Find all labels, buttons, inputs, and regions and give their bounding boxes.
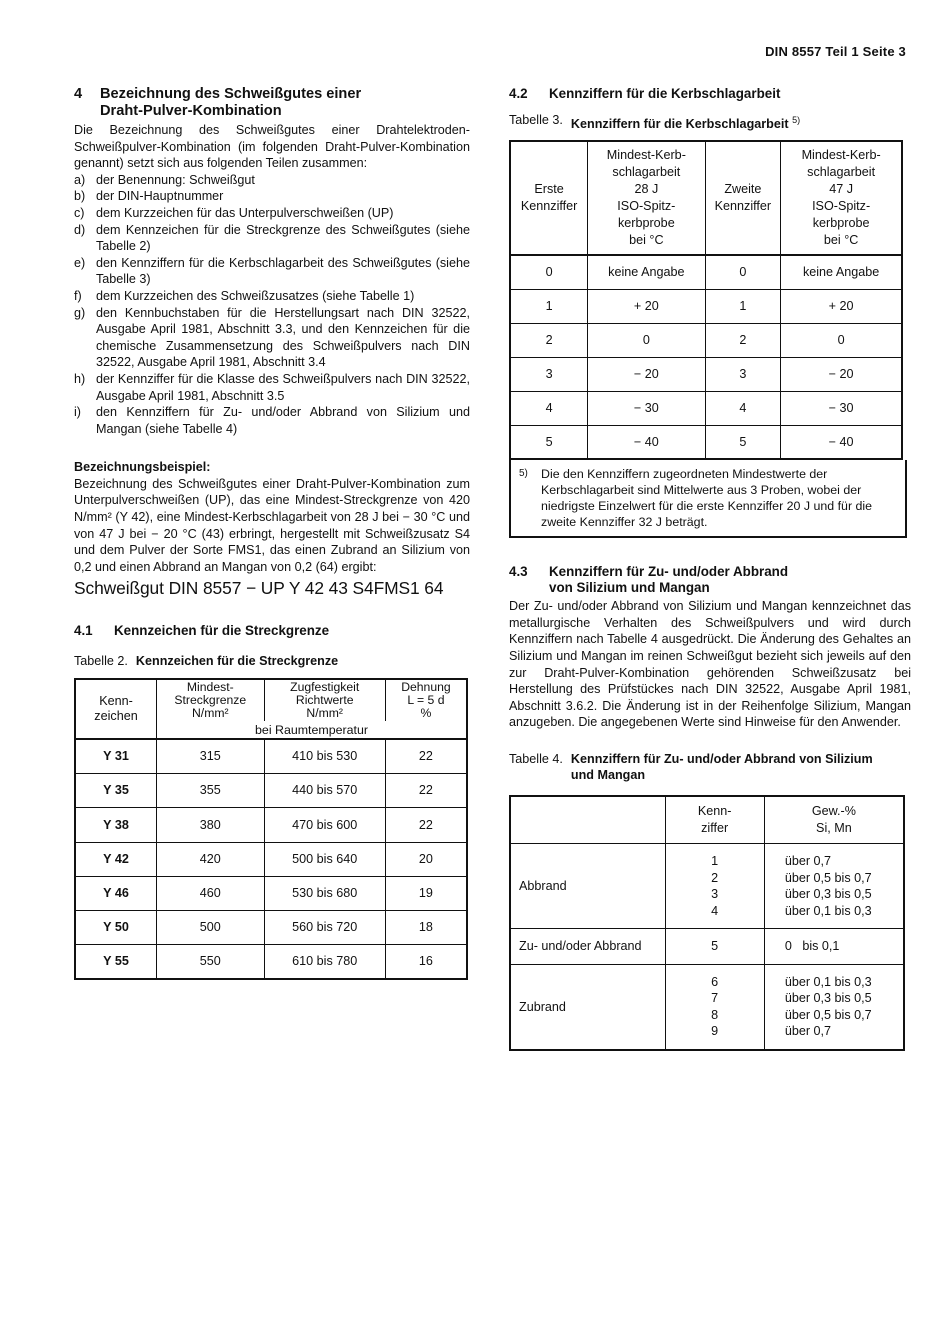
section-4-2-heading: [509, 86, 911, 102]
table-4-caption: [509, 751, 911, 783]
header-mindest-kerbschlagarbeit-28: Mindest-Kerb- schlagarbeit 28 J ISO-Spitz- kerbprobe bei °C: [588, 141, 705, 255]
section-number: 4.3: [509, 564, 528, 580]
value-cell: [764, 929, 904, 965]
section-title-line1: Bezeichnung des Schweißgutes einer: [100, 86, 362, 102]
list-item: [74, 255, 470, 288]
table-cell: Y 46: [75, 876, 157, 910]
table-cell: − 40: [588, 425, 705, 459]
table-row: [75, 910, 467, 944]
table-row: [510, 323, 902, 357]
header-kennzeichen: Kenn- zeichen: [75, 679, 157, 739]
table-cell: 440 bis 570: [264, 774, 385, 808]
header-mindest-streckgrenze: Mindest- Streckgrenze N/mm²: [157, 679, 265, 721]
table-cell: − 30: [781, 391, 902, 425]
section-title-line2: von Silizium und Mangan: [549, 580, 710, 596]
table-cell: 22: [385, 808, 467, 842]
list-text: der Kennziffer für die Klasse des Schweißpulvers nach DIN 32522, Ausgabe April 1981, Abschnitt 3.5: [96, 371, 470, 403]
table-2-caption: [74, 653, 470, 669]
table-cell: Y 35: [75, 774, 157, 808]
value-cell: [764, 964, 904, 1050]
table-3-footnote: [509, 460, 907, 538]
left-column: [74, 86, 470, 980]
section-4-intro: Die Bezeichnung des Schweißgutes einer Drahtelektroden-Schweißpulver-Kombination (im folgenden Draht-Pulver-Kombination genannt) setzt sich aus folgenden Teilen zusammen:: [74, 123, 470, 171]
table-row: [75, 774, 467, 808]
table-3-caption: [509, 112, 911, 132]
header-mindest-kerbschlagarbeit-47: Mindest-Kerb- schlagarbeit 47 J ISO-Spitz- kerbprobe bei °C: [781, 141, 902, 255]
table-title: Kennzeichen für die Streckgrenze: [135, 654, 339, 669]
section-number: 4: [74, 86, 83, 102]
list-marker: c): [74, 205, 85, 220]
table-cell: 460: [157, 876, 265, 910]
section-4-3-heading: [509, 564, 911, 596]
range-value: 0 bis 0,1: [784, 939, 840, 954]
table-cell: 560 bis 720: [264, 910, 385, 944]
header-gew-prozent: Gew.-% Si, Mn: [764, 796, 904, 844]
table-2: [74, 678, 468, 979]
table-label: Tabelle 2.: [74, 654, 128, 669]
table-cell: Y 55: [75, 945, 157, 979]
list-marker: i): [74, 405, 81, 420]
list-text: dem Kurzzeichen für das Unterpulverschweißen (UP): [96, 205, 394, 220]
example-heading: Bezeichnungsbeispiel:: [74, 460, 211, 475]
header-raumtemperatur: bei Raumtemperatur: [157, 721, 467, 739]
list-text: der DIN-Hauptnummer: [96, 189, 224, 204]
table-label: Tabelle 3.: [509, 113, 563, 127]
code-value: 6: [711, 974, 719, 989]
list-marker: a): [74, 172, 86, 187]
table-cell: 550: [157, 945, 265, 979]
table-cell: 16: [385, 945, 467, 979]
table-row: [510, 391, 902, 425]
list-item: [74, 172, 470, 189]
table-cell: 2: [510, 323, 588, 357]
table-row: [510, 929, 904, 965]
list-item: [74, 305, 470, 371]
table-row: [510, 289, 902, 323]
list-item: [74, 288, 470, 305]
list-marker: g): [74, 305, 86, 320]
table-cell: keine Angabe: [781, 255, 902, 289]
table-label: Tabelle 4.: [509, 751, 563, 766]
table-cell: 5: [705, 425, 781, 459]
table-cell: 18: [385, 910, 467, 944]
table-cell: 22: [385, 774, 467, 808]
footnote-text: Die den Kennziffern zugeordneten Mindestwerte der Kerbschlagarbeit sind Mittelwerte aus 3 Proben, wobei der niedrigste Einzelwert für die erste Kennziffer 20 J und für die zweite Kennziffer 32 J beträgt.: [541, 467, 873, 530]
list-marker: f): [74, 288, 82, 303]
group-label: Abbrand: [510, 844, 665, 929]
table-cell: 500 bis 640: [264, 842, 385, 876]
table-cell: 4: [510, 391, 588, 425]
page-header: DIN 8557 Teil 1 Seite 3: [765, 44, 906, 59]
list-item: [74, 222, 470, 255]
range-value: über 0,1 bis 0,3: [784, 974, 872, 989]
footnote-mark: 5): [519, 468, 528, 480]
section-title: Kennzeichen für die Streckgrenze: [114, 623, 330, 639]
range-value: über 0,5 bis 0,7: [784, 870, 872, 885]
code-value: 1: [711, 854, 719, 869]
code-value: 7: [711, 991, 719, 1006]
code-value: 2: [711, 870, 719, 885]
list-marker: e): [74, 255, 86, 270]
table-row: [75, 842, 467, 876]
table-cell: 22: [385, 739, 467, 773]
table-cell: 20: [385, 842, 467, 876]
header-blank: [510, 796, 665, 844]
table-cell: 0: [588, 323, 705, 357]
table-cell: Y 31: [75, 739, 157, 773]
list-marker: b): [74, 189, 86, 204]
code-value: 5: [711, 939, 719, 954]
section-title-line1: Kennziffern für Zu- und/oder Abbrand: [549, 564, 789, 580]
range-value: über 0,3 bis 0,5: [784, 887, 872, 902]
list-item: [74, 188, 470, 205]
header-kennziffer: Kenn- ziffer: [665, 796, 764, 844]
range-value: über 0,1 bis 0,3: [784, 903, 872, 918]
table-cell: 410 bis 530: [264, 739, 385, 773]
table-row: [510, 255, 902, 289]
list-text: dem Kennzeichen für die Streckgrenze des Schweißgutes (siehe Tabelle 2): [96, 222, 470, 254]
table-cell: 4: [705, 391, 781, 425]
header-dehnung: Dehnung L = 5 d %: [385, 679, 467, 721]
table-cell: 500: [157, 910, 265, 944]
table-cell: Y 38: [75, 808, 157, 842]
table-title: Kennziffern für Zu- und/oder Abbrand von Silizium und Mangan: [570, 751, 873, 782]
table-cell: 0: [781, 323, 902, 357]
example-text: Bezeichnung des Schweißgutes einer Draht-Pulver-Kombination zum Unterpulverschweißen (UP), das eine Mindest-Streckgrenze von 420 N/mm² (Y 42), eine Mindest-Kerbschlagarbeit von 28 J bei − 30 °C und von 47 J bei − 20 °C (43) erbringt, hergestellt mit Schweißzusatz S4 und dem Pulver der Sorte FMS1, das einen Zubrand an Silizium von 0,2 und einen Abbrand an Mangan von 0,2 (64) ergibt:: [74, 476, 470, 574]
range-value: über 0,5 bis 0,7: [784, 1007, 872, 1022]
range-value: über 0,7: [784, 854, 832, 869]
table-cell: 610 bis 780: [264, 945, 385, 979]
range-value: über 0,3 bis 0,5: [784, 991, 872, 1006]
table-cell: keine Angabe: [588, 255, 705, 289]
section-4-3-text: Der Zu- und/oder Abbrand von Silizium und Mangan kennzeichnet das metallurgische Verhalten des Schweißpulvers und wird durch Kennziffern nach Tabelle 4 ausgedrückt. Die Änderung des Gehaltes an Silizium und Mangan im reinen Schweißgut bezieht sich jeweils auf den zur Draht-Pulver-Kombination gehörenden Schweißzusatz bei Herstellung des Prüfstückes nach DIN 32522, Ausgabe April 1981, Abschnitt 3.6.2. Die Änderung ist in der Reihenfolge Silizium, Mangan anzugeben. Die angegebenen Werte sind Hinweise für den Anwender.: [509, 599, 911, 730]
table-cell: − 30: [588, 391, 705, 425]
table-cell: 530 bis 680: [264, 876, 385, 910]
section-4-heading: [74, 86, 470, 120]
table-cell: Y 42: [75, 842, 157, 876]
table-cell: 5: [510, 425, 588, 459]
table-cell: 3: [705, 357, 781, 391]
table-cell: + 20: [781, 289, 902, 323]
header-erste-kennziffer: Erste Kennziffer: [510, 141, 588, 255]
code-value: 4: [711, 903, 719, 918]
example-designation: Schweißgut DIN 8557 − UP Y 42 43 S4FMS1 64: [74, 578, 444, 599]
list-text: den Kennziffern für die Kerbschlagarbeit des Schweißgutes (siehe Tabelle 3): [96, 255, 470, 287]
table-cell: 1: [510, 289, 588, 323]
list-marker: h): [74, 371, 86, 386]
code-value: 3: [711, 887, 719, 902]
list-item: [74, 205, 470, 222]
right-column: [509, 86, 911, 1051]
code-cell: [665, 929, 764, 965]
code-cell: [665, 964, 764, 1050]
value-cell: [764, 844, 904, 929]
header-zugfestigkeit: Zugfestigkeit Richtwerte N/mm²: [264, 679, 385, 721]
table-4: [509, 795, 905, 1051]
list-text: den Kennbuchstaben für die Herstellungsart nach DIN 32522, Ausgabe April 1981, Abschnitt 3.3, und den Kennzeichen für die chemische Zusammensetzung des Schweißpulvers nach DIN 32522, Ausgabe April 1981, Abschnitt 3.4: [96, 305, 470, 370]
section-number: 4.1: [74, 623, 93, 639]
table-cell: 0: [705, 255, 781, 289]
list-marker: d): [74, 222, 86, 237]
table-row: [75, 945, 467, 979]
table-3: [509, 140, 903, 460]
table-cell: 355: [157, 774, 265, 808]
table-cell: 3: [510, 357, 588, 391]
section-4-1-heading: [74, 623, 470, 639]
table-row: [75, 808, 467, 842]
table-cell: 315: [157, 739, 265, 773]
list-item: [74, 371, 470, 404]
table-cell: 2: [705, 323, 781, 357]
table-cell: 0: [510, 255, 588, 289]
list-text: dem Kurzzeichen des Schweißzusatzes (siehe Tabelle 1): [96, 288, 415, 303]
table-cell: − 40: [781, 425, 902, 459]
table-row: [510, 844, 904, 929]
table-row: [510, 964, 904, 1050]
group-label: Zubrand: [510, 964, 665, 1050]
table-cell: 470 bis 600: [264, 808, 385, 842]
list-text: der Benennung: Schweißgut: [96, 172, 255, 187]
table-cell: 1: [705, 289, 781, 323]
list-item: [74, 404, 470, 437]
table-row: [75, 876, 467, 910]
designation-parts-list: [74, 172, 470, 438]
table-row: [510, 425, 902, 459]
section-title: Kennziffern für die Kerbschlagarbeit: [549, 86, 781, 101]
table-cell: − 20: [588, 357, 705, 391]
header-zweite-kennziffer: Zweite Kennziffer: [705, 141, 781, 255]
group-label: Zu- und/oder Abbrand: [510, 929, 665, 965]
section-title-line2: Draht-Pulver-Kombination: [100, 103, 282, 119]
table-cell: Y 50: [75, 910, 157, 944]
list-text: den Kennziffern für Zu- und/oder Abbrand von Silizium und Mangan (siehe Tabelle 4): [96, 405, 470, 436]
footnote-ref: 5): [792, 115, 801, 125]
table-cell: 420: [157, 842, 265, 876]
table-cell: 19: [385, 876, 467, 910]
range-value: über 0,7: [784, 1024, 832, 1039]
table-row: [510, 357, 902, 391]
code-cell: [665, 844, 764, 929]
table-title: Kennziffern für die Kerbschlagarbeit: [570, 117, 789, 132]
table-cell: + 20: [588, 289, 705, 323]
code-value: 9: [711, 1024, 719, 1039]
table-cell: − 20: [781, 357, 902, 391]
section-number: 4.2: [509, 86, 528, 101]
table-row: [75, 739, 467, 773]
table-cell: 380: [157, 808, 265, 842]
code-value: 8: [711, 1007, 719, 1022]
